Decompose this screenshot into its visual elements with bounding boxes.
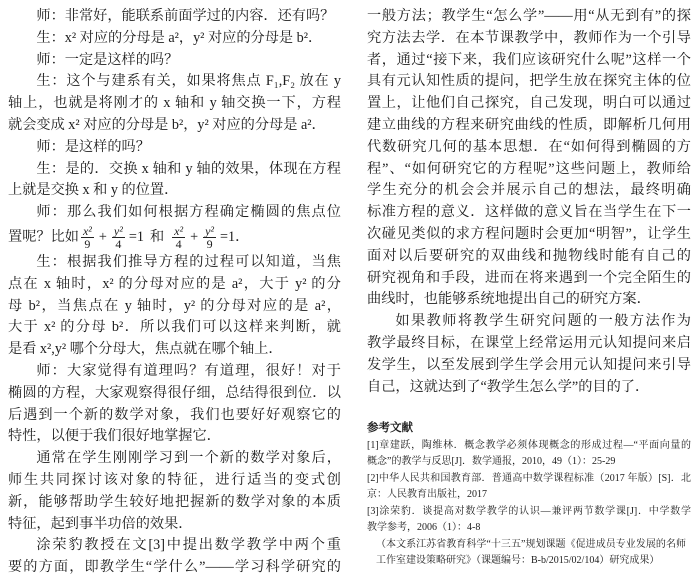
text-line: 建立曲线的方程来研究曲线的性质，即解析几何用 — [367, 116, 691, 133]
fraction-denominator: 4 — [175, 237, 182, 252]
text-line: 研究视角和手段，进而在将来遇到一个完全陌生的 — [367, 269, 691, 286]
text-line: 师：是这样的吗？ — [36, 138, 150, 155]
text-line: 如果教师将教学生研究问题的一般方法作为 — [395, 313, 691, 330]
text-line: 涂荣豹教授在文[3]中提出数学教学中两个重 — [36, 537, 341, 554]
equals-rhs: =1 — [220, 229, 236, 246]
text-line: 代数研究几何的基本思想．在“如何得到椭圆的方 — [367, 138, 691, 155]
text-line: 自己，这就达到了“教学生怎么学”的目的了． — [367, 378, 650, 395]
text-line: 师生共同探讨该对象的特征，进行适当的变式创 — [8, 471, 341, 488]
text-line: 师：一定是这样的吗？ — [36, 51, 179, 68]
text-line: 者，通过“接下来，我们应该研究什么呢”这样一个 — [367, 51, 691, 68]
text-line: 大于 x² 的分母 b²．所以我们可以这样来判断，就 — [8, 319, 341, 336]
plus-operator: + — [190, 229, 199, 246]
references-title: 参考文献 — [367, 422, 413, 434]
text-line: 生：是的．交换 x 轴和 y 轴的效果，体现在方程 — [36, 160, 341, 177]
fraction-denominator: 9 — [84, 237, 91, 252]
fraction — [203, 225, 216, 251]
reference-line: 京：人民教育出版社，2017 — [367, 489, 487, 501]
text-line: 具有元认知性质的提问，把学生放在探究主体的位 — [367, 73, 691, 90]
text-line: 生：这个与建系有关，如果将焦点 F₁,F₂ 放在 y — [36, 73, 341, 90]
text-line: 轴上，也就是将刚才的 x 轴和 y 轴交换一下，方程 — [8, 95, 341, 112]
text-line: 上就是交换 x 和 y 的位置． — [8, 182, 179, 199]
funding-note — [376, 537, 686, 569]
text-line: 生：根据我们推导方程的过程可以知道，当焦 — [36, 253, 341, 270]
text-line: 学生充分的机会会并展示自己的想法，最终明确 — [367, 182, 691, 199]
text-line: 程”、“如何研究它的方程呢”这些问题上，教师给 — [367, 160, 691, 177]
text-line: 特征，起到事半功倍的效果． — [8, 515, 193, 532]
fraction — [112, 225, 125, 251]
reference-line: 概念”的教学与反思[J]．数学通报，2010，49（1）：25-29 — [367, 456, 616, 468]
text-line: 师：大家觉得有道理吗？有道理，很好！对于 — [36, 362, 341, 379]
fraction-numerator: x² — [82, 223, 92, 238]
equals-rhs: =1 — [128, 229, 144, 246]
funding-note-line: 工作室建设策略研究》（课题编号：B-b/2015/02/104）研究成果） — [376, 555, 660, 566]
text-line: 师：非常好，能联系前面学过的内容．还有吗？ — [36, 8, 335, 24]
text-line: 是看 x²,y² 哪个分母大，焦点就在哪个轴上． — [8, 341, 283, 358]
text-line: 特性，以便于我们很好地掌握它． — [8, 428, 221, 445]
fraction-denominator: 9 — [206, 237, 213, 252]
reference-line: [2]中华人民共和国教育部．普通高中数学课程标准（2017 年版）[S]．北 — [367, 472, 691, 484]
fraction-numerator: y² — [113, 223, 123, 238]
text-line: 要的方面，即教学生“学什么”——学习科学研究的 — [8, 559, 341, 576]
fraction — [81, 225, 94, 251]
funding-note-line: （本文系江苏省教育科学“十三五”规划课题《促进成员专业发展的名师 — [376, 539, 686, 550]
formula-conjunction: 和 — [149, 229, 165, 246]
reference-item — [367, 438, 691, 471]
text-line: 新，能够帮助学生较好地把握新的数学对象的本质 — [8, 493, 341, 510]
formula-prefix: 置呢？比如 — [8, 229, 79, 246]
formula-suffix: ． — [235, 229, 250, 246]
text-line: 教学最终目标，在课堂上经常运用元认知提问来启 — [367, 334, 691, 351]
reference-line: [3]涂荣豹．谈提高对数学教学的认识—兼评两节数学课[J]．中学数学 — [367, 505, 691, 517]
text-line: 究方法去学．在本节课教学中，教师作为一个引导 — [367, 29, 691, 46]
text-line: 次碰见类似的求方程问题时会更加“明智”，让学生 — [367, 225, 691, 242]
reference-line: [1]章建跃，陶维林．概念教学必须体现概念的形成过程—“平面向量的 — [367, 440, 691, 451]
text-line: 通常在学生刚刚学习到一个新的数学对象后， — [36, 450, 341, 467]
text-line: 曲线时，也能够系统地提出自己的研究方案． — [367, 291, 651, 308]
text-line: 发学生，以至发展到学生学会用元认知提问来引导 — [367, 356, 691, 373]
fraction — [172, 225, 185, 251]
text-line: 一般方法；教学生“怎么学”——用“从无到有”的探 — [367, 8, 691, 24]
text-line: 后遇到一个新的数学对象，我们也要好好观察它的 — [8, 406, 341, 423]
references-section — [367, 438, 691, 536]
text-line: 母 b²，当焦点在 y 轴时，y² 的分母对应的是 a²， — [8, 297, 341, 314]
reference-item — [367, 504, 691, 537]
left-column — [8, 6, 341, 579]
fraction-numerator: y² — [205, 223, 215, 238]
text-line: 生：x² 对应的分母是 a²，y² 对应的分母是 b²． — [36, 29, 323, 46]
fraction-numerator: x² — [174, 223, 184, 238]
text-line: 点在 x 轴时，x² 的分母对应的是 a²，大于 y² 的分 — [8, 275, 341, 292]
text-line: 标准方程的意义．这样做的意义旨在当学生在下一 — [367, 204, 691, 221]
text-line: 置上，让他们自己探究，自己发现，明白可以通过 — [367, 95, 691, 112]
text-line: 就会变成 x² 对应的分母是 b²，y² 对应的分母是 a²． — [8, 116, 326, 133]
text-line: 师：那么我们如何根据方程确定椭圆的焦点位 — [36, 204, 341, 221]
text-line: 椭圆的方程，大家观察得很仔细，总结得很到位．以 — [8, 384, 341, 401]
formula-line — [8, 224, 341, 252]
plus-operator: + — [98, 229, 107, 246]
fraction-denominator: 4 — [115, 237, 122, 252]
reference-item — [367, 471, 691, 504]
text-line: 面对以后要研究的双曲线和抛物线时能有自己的 — [367, 247, 691, 264]
right-column — [367, 6, 691, 398]
reference-line: 教学参考，2006（1）：4-8 — [367, 521, 481, 533]
